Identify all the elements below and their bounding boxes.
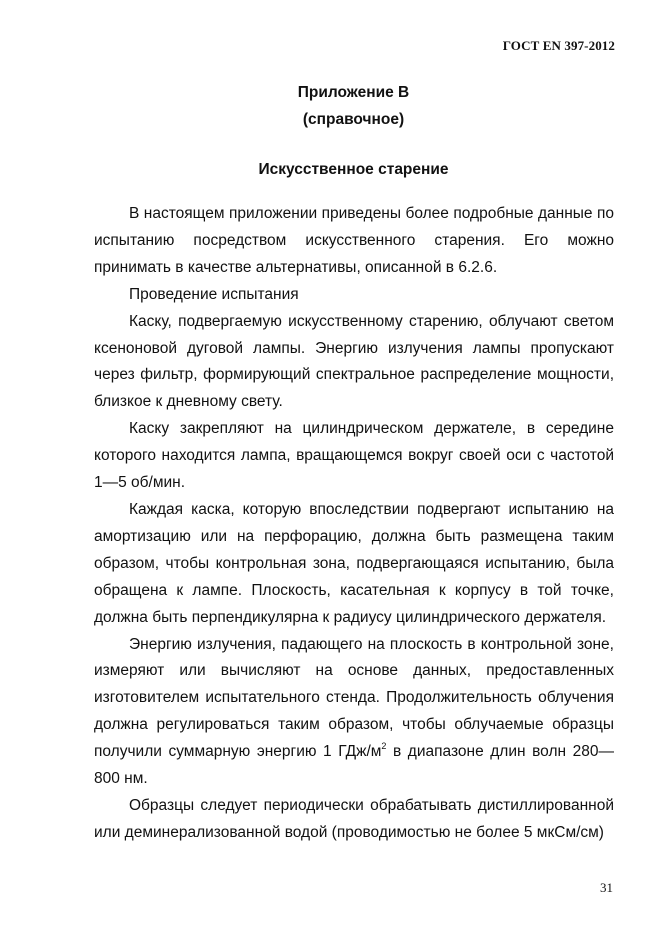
paragraph-subheading: Проведение испытания	[129, 285, 299, 303]
paragraph-lamp: Каску, подвергаемую искусственному старению, облучают светом ксеноновой дуговой лампы. Энергию излучения лампы пропускают через фильтр, формирующий спектральное распределение мощности, близкое к дневному свету.	[94, 312, 614, 411]
standard-code: ГОСТ EN 397-2012	[502, 38, 615, 53]
annex-heading: Искусственное старение	[258, 161, 449, 178]
paragraph-energy-tail: в диапазоне длин волн 280—800 нм.	[94, 743, 614, 788]
body-text	[94, 201, 614, 847]
paragraph-samples: Образцы следует периодически обрабатывать дистиллированной или деминерализованной водой (проводимостью не более 5 мкСм/см)	[94, 796, 614, 841]
paragraph-placement: Каждая каска, которую впоследствии подвергают испытанию на амортизацию или на перфорацию, должна быть размещена таким образом, чтобы контрольная зона, подвергающаяся испытанию, была обращена к лампе. Плоскость, касательная к корпусу в той точке, должна быть перпендикулярна к радиусу цилиндрического держателя.	[94, 500, 614, 626]
superscript-2: 2	[381, 741, 387, 752]
paragraph-energy-text: Энергию излучения, падающего на плоскость в контрольной зоне, измеряют или вычисляют на основе данных, предоставленных изготовителем испытательного стенда. Продолжительность облучения должна регулироваться таким образом, чтобы облучаемые образцы получили суммарную энергию 1 ГДж/м	[94, 635, 614, 761]
paragraph-holder: Каску закрепляют на цилиндрическом держателе, в середине которого находится лампа, вращающемся вокруг своей оси с частотой 1—5 об/мин.	[94, 420, 614, 492]
paragraph-intro: В настоящем приложении приведены более подробные данные по испытанию посредством искусственного старения. Его можно принимать в качестве альтернативы, описанной в 6.2.6.	[94, 205, 614, 276]
annex-type: (справочное)	[302, 111, 405, 128]
paragraph-energy	[94, 632, 614, 793]
annex-title: Приложение B	[297, 84, 410, 101]
page-number: 31	[600, 880, 613, 895]
